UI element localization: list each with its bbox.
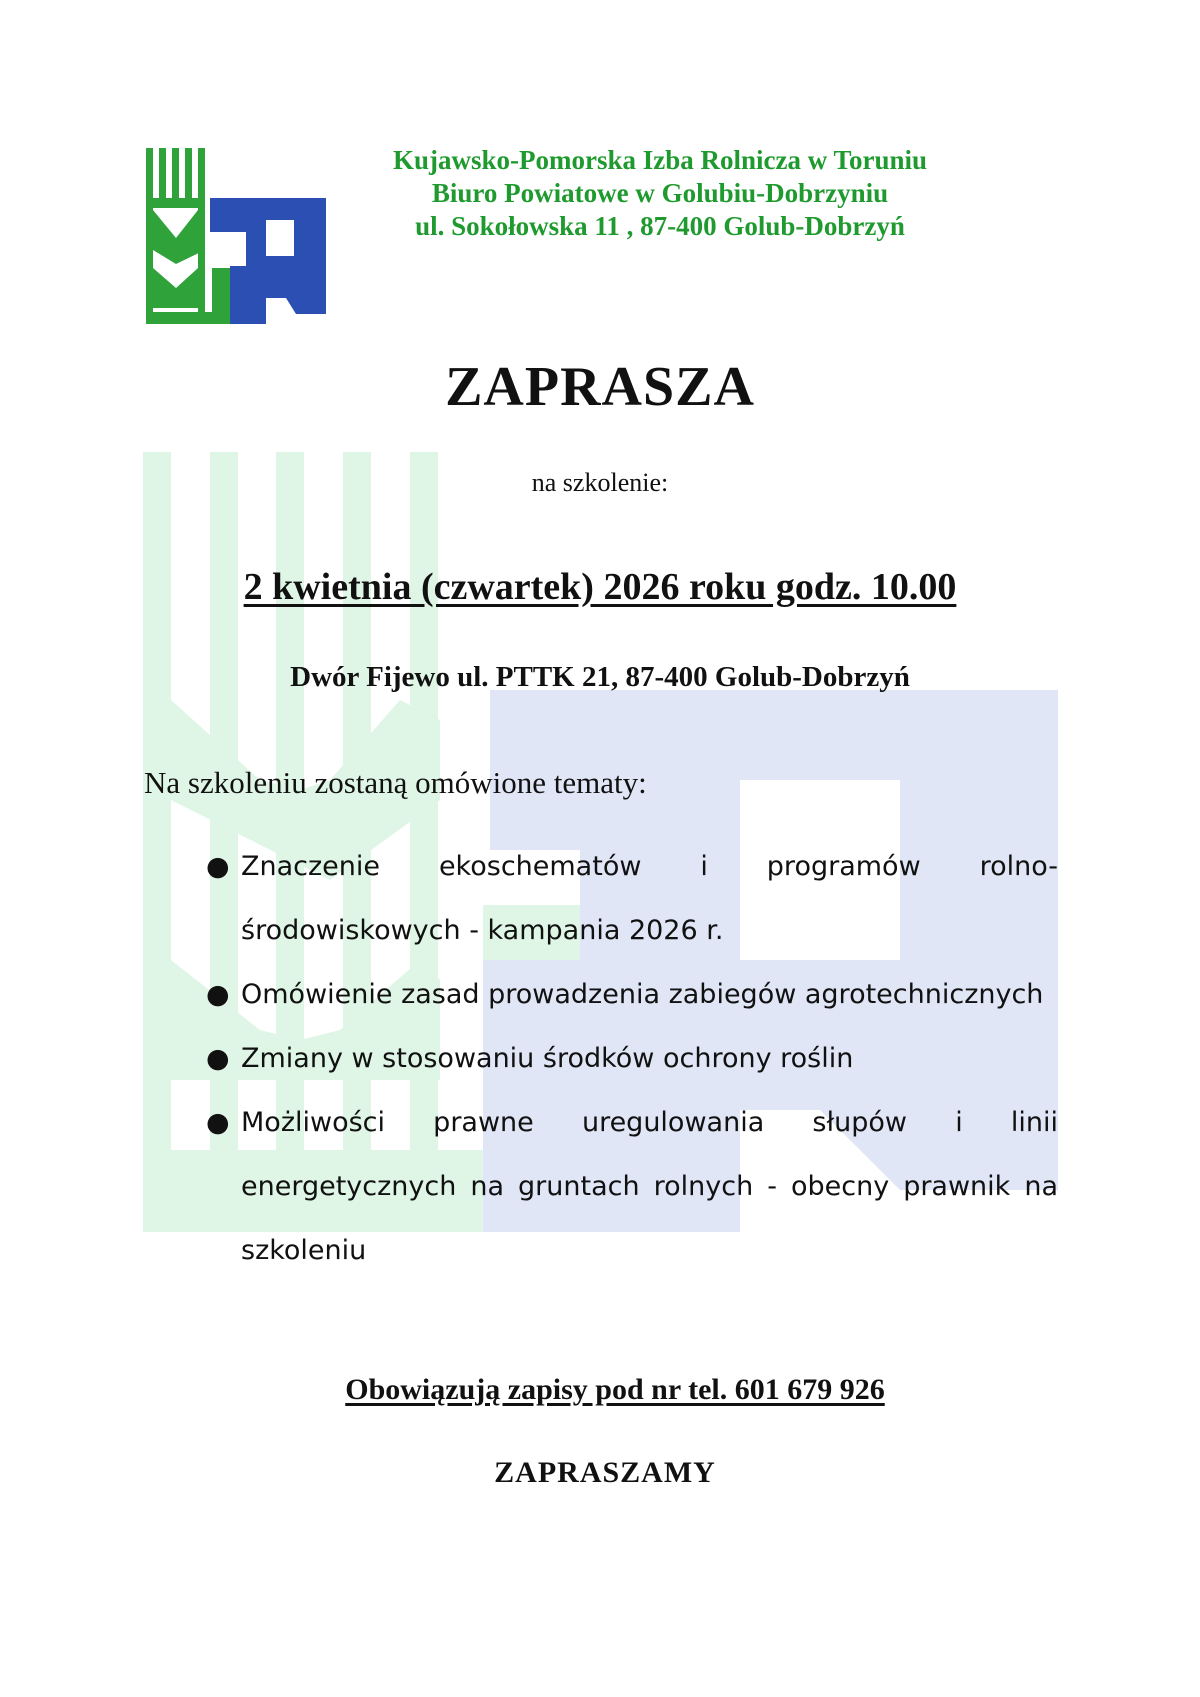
topics-intro: Na szkoleniu zostaną omówione tematy: bbox=[144, 765, 647, 800]
topics-list bbox=[206, 835, 1058, 1283]
list-item bbox=[206, 1091, 1058, 1283]
signup-phone: Obowiązują zapisy pod nr tel. 601 679 926 bbox=[345, 1373, 885, 1406]
topic-text: Omówienie zasad prowadzenia zabiegów agrotechnicznych bbox=[241, 979, 1044, 1010]
event-date: 2 kwietnia (czwartek) 2026 roku godz. 10.00 bbox=[243, 566, 957, 608]
header-line-address: ul. Sokołowska 11 , 87-400 Golub-Dobrzyń bbox=[415, 211, 905, 241]
header-line-office: Biuro Powiatowe w Golubiu-Dobrzyniu bbox=[431, 178, 889, 208]
closing-invitation: ZAPRASZAMY bbox=[494, 1456, 716, 1489]
subtitle: na szkolenie: bbox=[531, 468, 669, 497]
bullet-icon: ● bbox=[206, 851, 230, 882]
event-venue: Dwór Fijewo ul. PTTK 21, 87-400 Golub-Dobrzyń bbox=[290, 661, 910, 693]
topic-text: Możliwości prawne uregulowania słupów i linii energetycznych na gruntach rolnych - obecny prawnik na szkoleniu bbox=[241, 1107, 1058, 1266]
header-line-organization: Kujawsko-Pomorska Izba Rolnicza w Toruniu bbox=[392, 145, 928, 175]
bullet-icon: ● bbox=[206, 979, 230, 1010]
izba-rolnicza-logo-icon bbox=[146, 148, 326, 324]
topic-text: Zmiany w stosowaniu środków ochrony roślin bbox=[241, 1043, 854, 1074]
list-item bbox=[206, 1027, 1058, 1091]
list-item bbox=[206, 963, 1058, 1027]
topic-text: Znaczenie ekoschematów i programów rolno-środowiskowych - kampania 2026 r. bbox=[241, 851, 1058, 946]
organization-header bbox=[340, 144, 980, 243]
bullet-icon: ● bbox=[206, 1043, 230, 1074]
bullet-icon: ● bbox=[206, 1107, 230, 1138]
list-item bbox=[206, 835, 1058, 963]
page-title: ZAPRASZA bbox=[445, 356, 755, 418]
